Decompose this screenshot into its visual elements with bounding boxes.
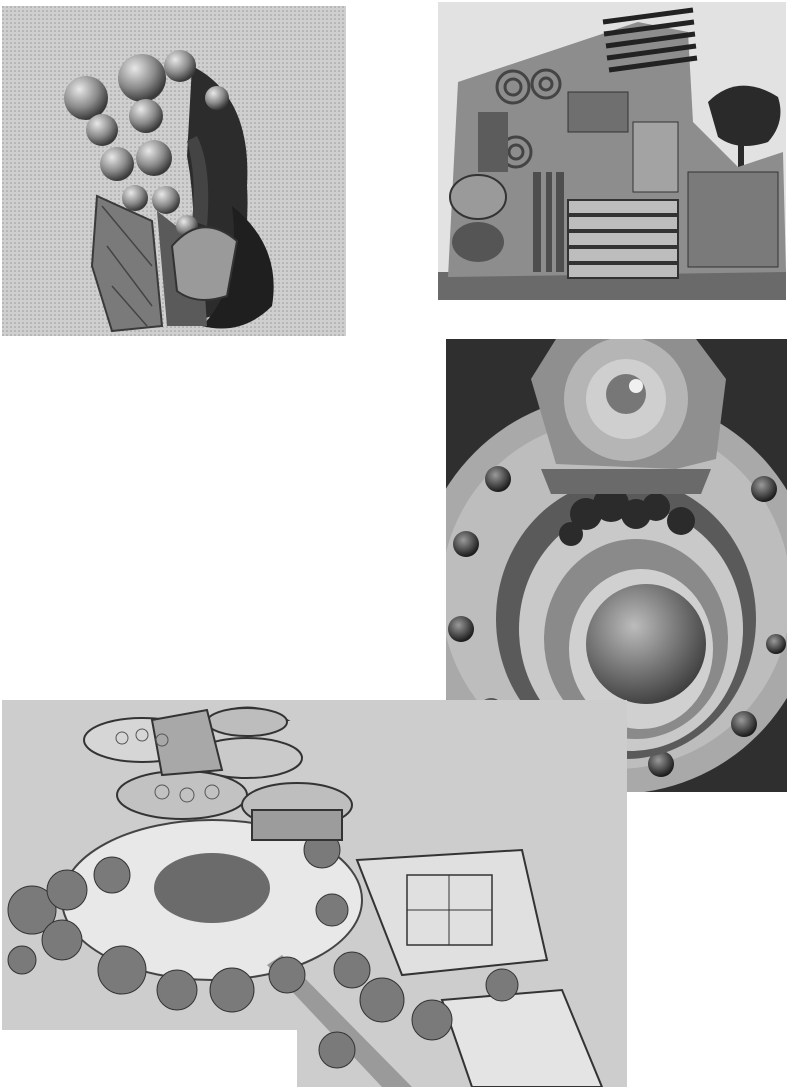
sculpture-photo (2, 6, 346, 336)
architectural-drawing (2, 700, 627, 1087)
architectural-drawing-icon (2, 700, 627, 1087)
assemblage-wall-photo (438, 2, 786, 300)
assemblage-wall-photo-icon (438, 2, 786, 300)
sculpture-photo-icon (2, 6, 346, 336)
